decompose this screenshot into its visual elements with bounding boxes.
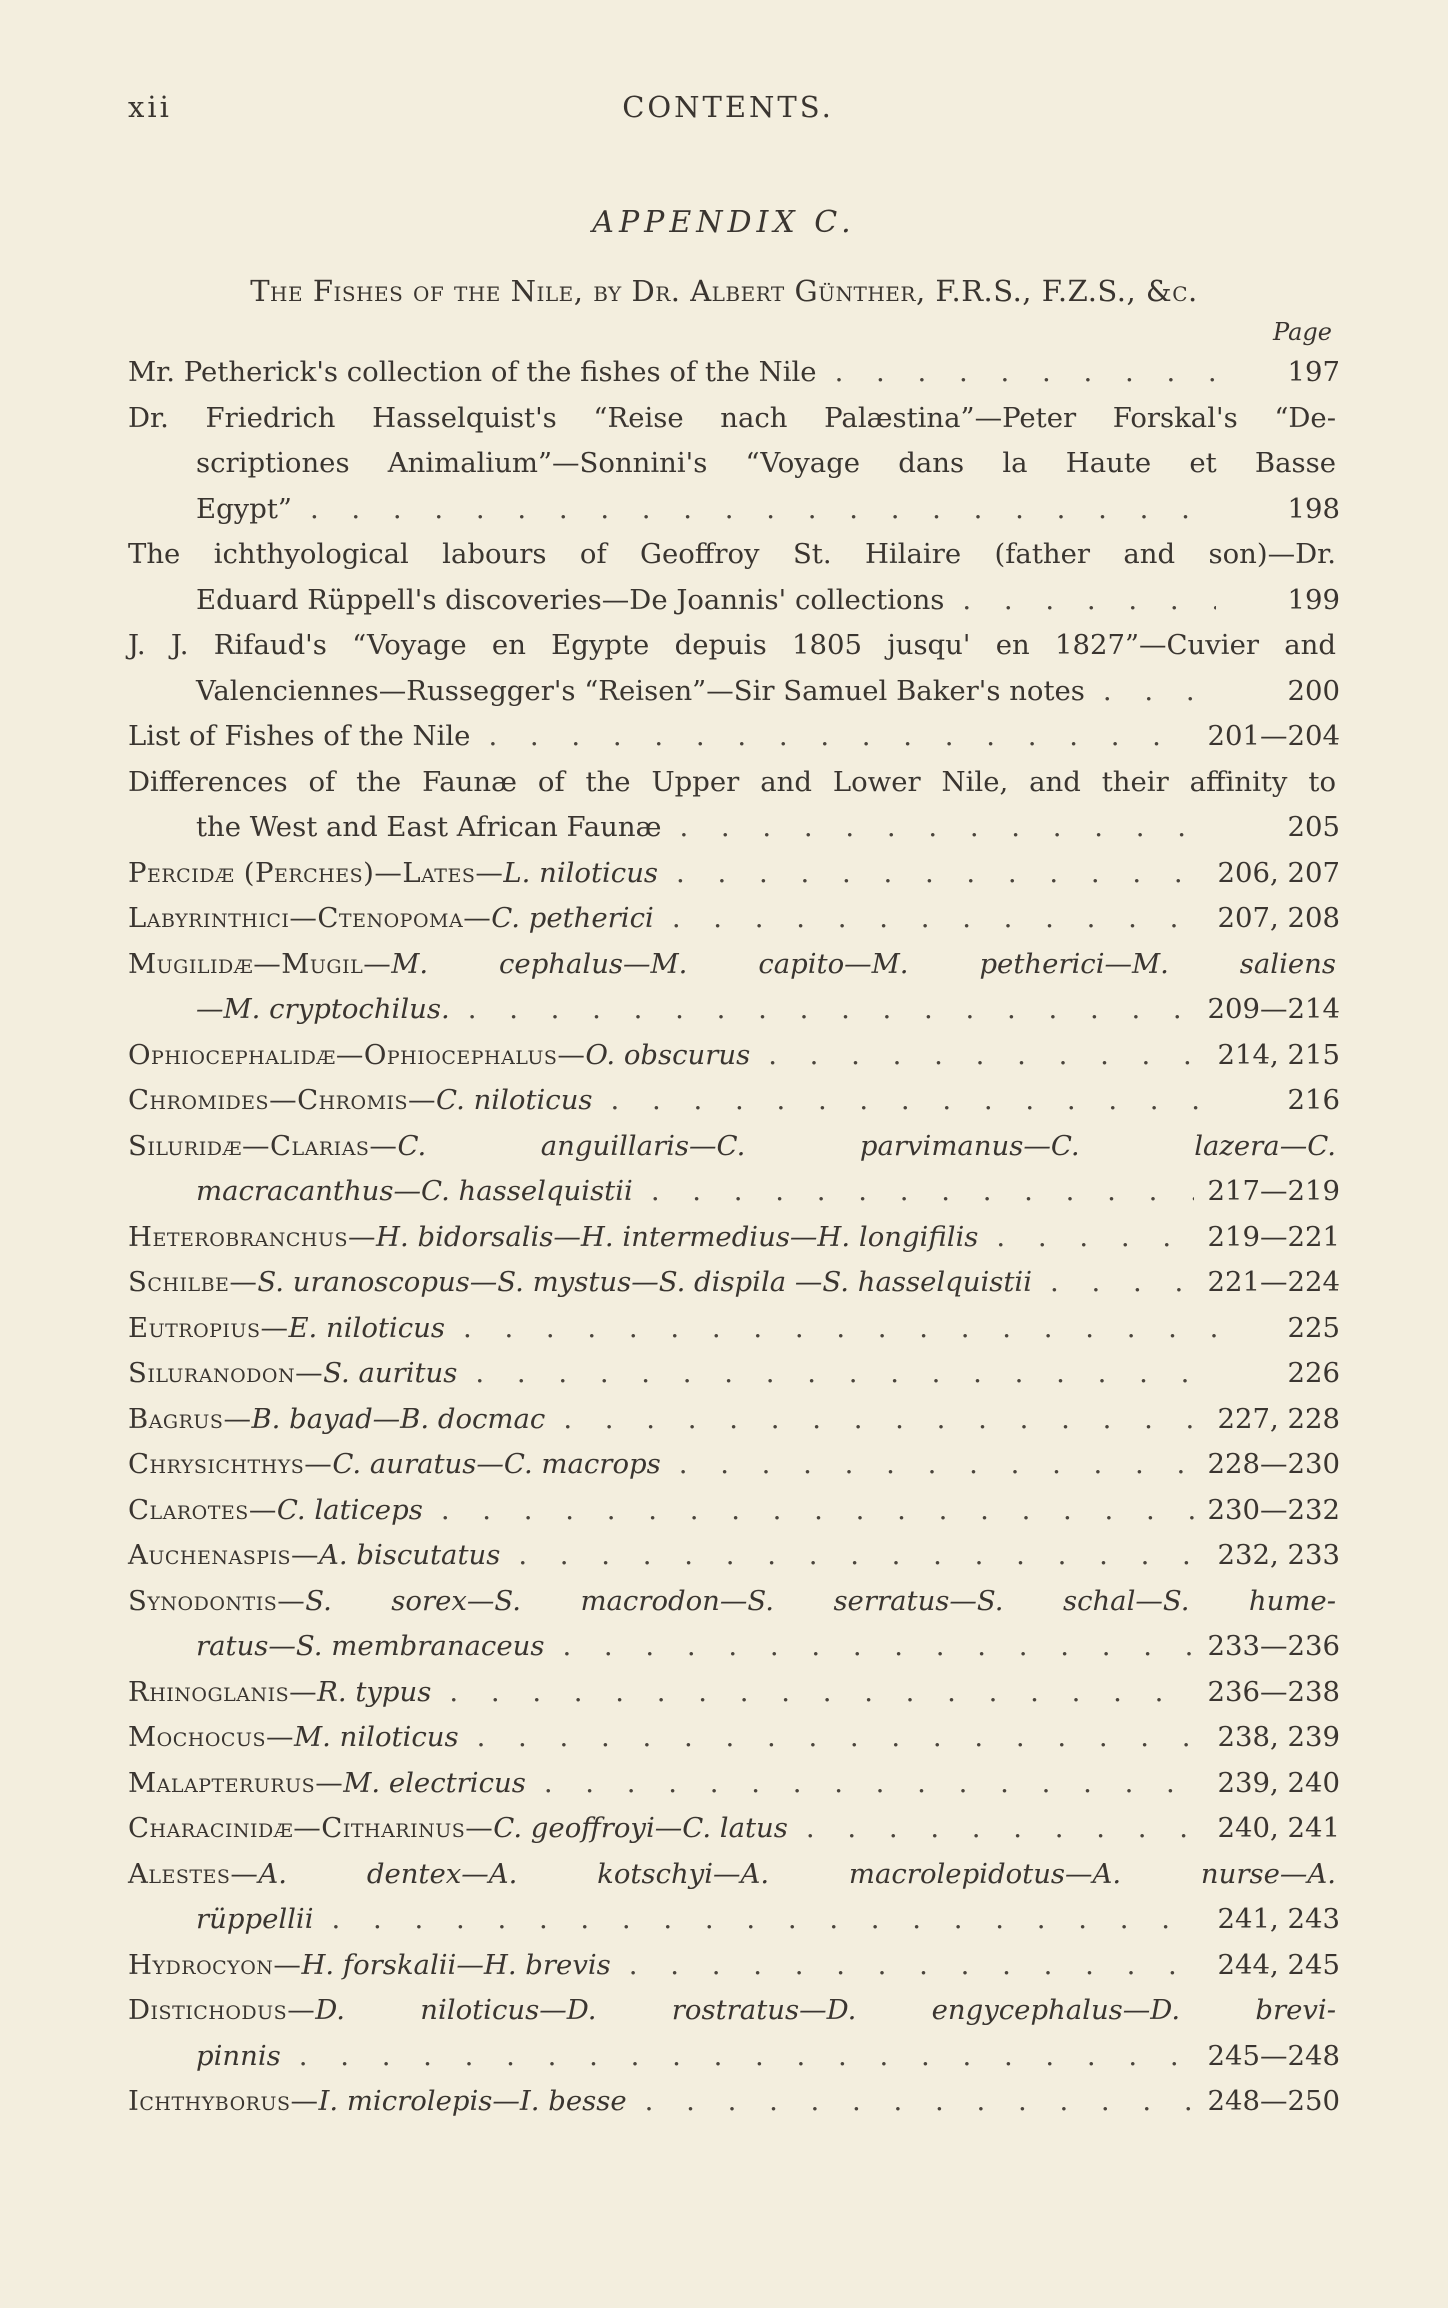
toc-entry — [128, 1988, 1340, 2079]
dot-leader — [645, 2079, 1194, 2125]
species-name: ratus—S. membranaceus — [196, 1630, 545, 1662]
entry-title: Dr. Friedrich Hasselquist's “Reise nach Palæstina”—Peter Forskal's “De- — [128, 401, 1336, 434]
species-name: I. microlepis—I. besse — [318, 2085, 627, 2117]
entry-text — [196, 1897, 314, 1943]
page-reference: 226 — [1287, 1357, 1340, 1389]
toc-entry-line — [128, 1033, 1340, 1079]
toc-entry-line — [128, 350, 1340, 396]
entry-text — [128, 1442, 661, 1488]
toc-entry-line — [128, 1806, 1340, 1852]
genus-name: Heterobranchus— — [128, 1220, 377, 1253]
toc-entry — [128, 1351, 1340, 1397]
page-reference: 233—236 — [1207, 1630, 1340, 1662]
entry-text — [128, 851, 658, 897]
toc-entry-line — [128, 1533, 1340, 1579]
dot-leader — [1103, 669, 1216, 715]
entry-title: Egypt” — [196, 492, 292, 525]
page-reference: 236—238 — [1207, 1675, 1340, 1708]
page-reference: 221—224 — [1207, 1266, 1340, 1298]
appendix-title: APPENDIX C. — [592, 205, 856, 240]
species-name: —M. cryptochilus. — [196, 993, 450, 1025]
dot-leader — [962, 578, 1216, 624]
page-reference: 197 — [1287, 356, 1340, 388]
entry-text — [128, 1078, 593, 1124]
dot-leader — [651, 1169, 1194, 1215]
species-name: M. cephalus—M. capito—M. petherici—M. saliens — [391, 947, 1336, 980]
entry-title: List of Fishes of the Nile — [128, 720, 471, 752]
page-reference: 207, 208 — [1217, 902, 1340, 934]
page-reference: 232, 233 — [1217, 1539, 1340, 1571]
entry-text — [128, 1715, 459, 1761]
toc-entry — [128, 1397, 1340, 1443]
toc-entry — [128, 1715, 1340, 1761]
dot-leader — [449, 1670, 1193, 1716]
subtitle-text: The Fishes of the Nile, by Dr. Albert Günther, F.R.S., F.Z.S., &c. — [250, 274, 1198, 308]
page-reference: 205 — [1287, 811, 1340, 843]
dot-leader — [1050, 1260, 1194, 1306]
genus-name: Hydrocyon— — [128, 1948, 302, 1981]
table-of-contents — [128, 350, 1340, 2125]
species-name: E. niloticus — [288, 1311, 445, 1344]
entry-text — [128, 350, 817, 396]
toc-entry-line — [128, 805, 1340, 851]
toc-entry — [128, 1078, 1340, 1124]
toc-entry — [128, 1806, 1340, 1852]
genus-name: Synodontis— — [128, 1584, 306, 1617]
toc-entry-line — [128, 1715, 1340, 1761]
entry-text — [196, 805, 661, 851]
species-name: rüppellii — [196, 1903, 314, 1935]
genus-name: Siluridæ—Clarias— — [128, 1129, 398, 1162]
page-reference: 241, 243 — [1217, 1903, 1340, 1935]
toc-entry-line — [128, 1852, 1340, 1898]
toc-entry — [128, 1442, 1340, 1488]
genus-name: Distichodus— — [128, 1994, 316, 2026]
species-name: R. typus — [317, 1675, 432, 1708]
toc-entry-line — [128, 851, 1340, 897]
genus-name: Characinidæ—Citharinus— — [128, 1812, 494, 1844]
entry-text — [128, 1306, 445, 1352]
species-name: M. niloticus — [294, 1721, 459, 1753]
genus-name: Siluranodon— — [128, 1357, 324, 1389]
genus-name: Ichthyborus— — [128, 2085, 319, 2117]
toc-entry-line — [128, 1124, 1340, 1170]
page-reference: 198 — [1287, 492, 1340, 525]
dot-leader — [679, 1442, 1194, 1488]
species-name: S. auritus — [323, 1357, 458, 1389]
toc-entry-line — [128, 942, 1340, 988]
entry-text — [128, 766, 1336, 798]
toc-entry-line — [128, 1306, 1340, 1352]
toc-entry-line — [128, 1988, 1340, 2034]
entry-title: J. J. Rifaud's “Voyage en Egypte depuis 1805 jusqu' en 1827”—Cuvier and — [128, 629, 1336, 661]
toc-entry — [128, 1670, 1340, 1716]
page-reference: 227, 228 — [1217, 1402, 1340, 1435]
page-reference: 216 — [1287, 1084, 1340, 1116]
genus-name: Ophiocephalidæ—Ophiocephalus— — [128, 1038, 586, 1071]
toc-entry-line — [128, 1397, 1340, 1443]
toc-entry-line — [128, 1943, 1340, 1989]
toc-entry-line — [128, 1761, 1340, 1807]
page-number: xii — [128, 90, 172, 124]
dot-leader — [996, 1215, 1193, 1261]
toc-entry — [128, 1761, 1340, 1807]
entry-title: Differences of the Faunæ of the Upper and Lower Nile, and their affinity to — [128, 765, 1336, 798]
toc-entry — [128, 1306, 1340, 1352]
species-name: pinnis — [196, 2039, 281, 2072]
genus-name: Schilbe— — [128, 1266, 258, 1298]
dot-leader — [468, 987, 1194, 1033]
species-name: D. niloticus—D. rostratus—D. engycephalus—D. brevi- — [315, 1994, 1336, 2026]
dot-leader — [806, 1806, 1204, 1852]
species-name: S. uranoscopus—S. mystus—S. dispila —S. hasselquistii — [257, 1266, 1032, 1298]
entry-title: Valenciennes—Russegger's “Reisen”—Sir Samuel Baker's notes — [196, 674, 1085, 707]
dot-leader — [518, 1533, 1203, 1579]
entry-title: the West and East African Faunæ — [196, 811, 662, 843]
page-reference: 238, 239 — [1217, 1721, 1340, 1753]
genus-name: Labyrinthici—Ctenopoma— — [128, 902, 492, 934]
entry-text — [128, 1761, 526, 1807]
species-name: C. laticeps — [276, 1493, 423, 1526]
toc-entry-line — [128, 1670, 1340, 1716]
toc-entry-line — [128, 1260, 1340, 1306]
toc-entry — [128, 1943, 1340, 1989]
species-name: H. bidorsalis—H. intermedius—H. longifilis — [376, 1220, 979, 1253]
dot-leader — [672, 896, 1204, 942]
page-reference: 201—204 — [1207, 720, 1340, 752]
page-reference: 240, 241 — [1217, 1812, 1340, 1844]
toc-entry-line — [128, 578, 1340, 624]
entry-text — [196, 1169, 633, 1215]
dot-leader — [299, 2034, 1194, 2080]
entry-text — [128, 1943, 611, 1989]
dot-leader — [768, 1033, 1203, 1079]
page-reference: 244, 245 — [1217, 1948, 1340, 1981]
dot-leader — [310, 487, 1216, 533]
toc-entry — [128, 1533, 1340, 1579]
genus-name: Clarotes— — [128, 1493, 277, 1526]
genus-name: Mochocus— — [128, 1721, 294, 1753]
dot-leader — [629, 1943, 1204, 1989]
toc-entry-line — [128, 760, 1340, 806]
entry-text — [128, 1533, 500, 1579]
entry-text — [196, 447, 1336, 479]
toc-entry-line — [128, 669, 1340, 715]
running-header — [128, 80, 1328, 130]
species-name: C. anguillaris—C. parvimanus—C. lazera—C. — [397, 1129, 1336, 1162]
dot-leader — [563, 1397, 1203, 1443]
page-reference: 228—230 — [1207, 1448, 1340, 1480]
genus-name: Bagrus— — [128, 1402, 252, 1435]
entry-text — [196, 669, 1085, 715]
dot-leader — [475, 1351, 1216, 1397]
dot-leader — [611, 1078, 1216, 1124]
species-name: H. forskalii—H. brevis — [301, 1948, 611, 1981]
species-name: M. electricus — [343, 1766, 526, 1799]
toc-entry — [128, 623, 1340, 714]
dot-leader — [463, 1306, 1216, 1352]
species-name: L. niloticus — [503, 856, 659, 889]
genus-name: Eutropius— — [128, 1311, 289, 1344]
genus-name: Chrysichthys— — [128, 1448, 333, 1480]
species-name: S. sorex—S. macrodon—S. serratus—S. schal—S. hume- — [305, 1584, 1336, 1617]
toc-entry — [128, 1852, 1340, 1943]
toc-entry — [128, 760, 1340, 851]
entry-title: Mr. Petherick's collection of the fishes of the Nile — [128, 356, 817, 388]
toc-entry — [128, 851, 1340, 897]
entry-text — [196, 578, 944, 624]
genus-name: Rhinoglanis— — [128, 1675, 318, 1708]
entry-text — [196, 1624, 544, 1670]
page-reference: 239, 240 — [1217, 1766, 1340, 1799]
dot-leader — [835, 350, 1216, 396]
toc-entry-line — [128, 532, 1340, 578]
dot-leader — [562, 1624, 1193, 1670]
page-reference: 206, 207 — [1217, 856, 1340, 889]
species-name: B. bayad—B. docmac — [251, 1402, 546, 1435]
toc-entry-line — [128, 1897, 1340, 1943]
toc-entry-line — [128, 487, 1340, 533]
genus-name: Alestes— — [128, 1857, 259, 1890]
entry-text — [128, 1397, 545, 1443]
toc-entry — [128, 532, 1340, 623]
toc-entry — [128, 350, 1340, 396]
toc-entry — [128, 714, 1340, 760]
species-name: C. niloticus — [436, 1084, 593, 1116]
genus-name: Percidæ (Perches)—Lates— — [128, 856, 504, 889]
dot-leader — [477, 1715, 1204, 1761]
entry-title: The ichthyological labours of Geoffroy St. Hilaire (father and son)—Dr. — [128, 538, 1336, 570]
toc-entry — [128, 896, 1340, 942]
page-reference: 217—219 — [1207, 1175, 1340, 1207]
toc-entry — [128, 1579, 1340, 1670]
toc-entry-line — [128, 714, 1340, 760]
entry-text — [128, 629, 1336, 661]
toc-entry-line — [128, 623, 1340, 669]
toc-entry — [128, 1033, 1340, 1079]
dot-leader — [544, 1761, 1204, 1807]
entry-title: scriptiones Animalium”—Sonnini's “Voyage dans la Haute et Basse — [196, 447, 1336, 479]
page-reference: 245—248 — [1207, 2039, 1340, 2072]
toc-entry-line — [128, 1351, 1340, 1397]
page-reference: 209—214 — [1207, 993, 1340, 1025]
species-name: C. petherici — [491, 902, 654, 934]
entry-text — [128, 1215, 978, 1261]
toc-entry-line — [128, 1579, 1340, 1625]
toc-entry-line — [128, 1442, 1340, 1488]
entry-text — [128, 1585, 1336, 1617]
page-reference: 200 — [1287, 674, 1340, 707]
toc-entry-line — [128, 1624, 1340, 1670]
dot-leader — [441, 1488, 1194, 1534]
toc-entry-line — [128, 987, 1340, 1033]
genus-name: Auchenaspis— — [128, 1539, 320, 1571]
toc-entry — [128, 2079, 1340, 2125]
entry-text — [196, 987, 450, 1033]
toc-entry — [128, 396, 1340, 533]
entry-text — [128, 1351, 457, 1397]
entry-text — [128, 1670, 431, 1716]
toc-entry-line — [128, 2034, 1340, 2080]
entry-text — [128, 2079, 627, 2125]
section-subtitle — [0, 274, 1448, 308]
entry-text — [128, 1994, 1336, 2026]
toc-entry-line — [128, 1169, 1340, 1215]
toc-entry-line — [128, 1215, 1340, 1261]
toc-entry-line — [128, 896, 1340, 942]
running-title: CONTENTS. — [622, 90, 834, 124]
entry-text — [128, 1130, 1336, 1162]
entry-text — [128, 1260, 1032, 1306]
toc-entry-line — [128, 1488, 1340, 1534]
entry-text — [128, 1033, 750, 1079]
page-column-label: Page — [1273, 318, 1332, 346]
species-name: C. auratus—C. macrops — [332, 1448, 661, 1480]
page-reference: 214, 215 — [1217, 1038, 1340, 1071]
toc-entry — [128, 1124, 1340, 1215]
dot-leader — [488, 714, 1193, 760]
entry-text — [128, 1858, 1336, 1890]
page-reference: 230—232 — [1207, 1493, 1340, 1526]
toc-entry-line — [128, 441, 1340, 487]
entry-text — [128, 1488, 423, 1534]
entry-text — [128, 1806, 788, 1852]
entry-text — [128, 948, 1336, 980]
toc-entry — [128, 942, 1340, 1033]
species-name: O. obscurus — [585, 1038, 751, 1071]
genus-name: Malapterurus— — [128, 1766, 344, 1799]
dot-leader — [332, 1897, 1204, 1943]
species-name: C. geoffroyi—C. latus — [493, 1812, 788, 1844]
toc-entry-line — [128, 396, 1340, 442]
entry-text — [128, 538, 1336, 570]
toc-entry — [128, 1215, 1340, 1261]
dot-leader — [679, 805, 1216, 851]
page-reference: 199 — [1287, 583, 1340, 616]
species-name: A. biscutatus — [319, 1539, 501, 1571]
dot-leader — [676, 851, 1203, 897]
genus-name: Mugilidæ—Mugil— — [128, 947, 392, 980]
entry-text — [128, 402, 1336, 434]
entry-title: Eduard Rüppell's discoveries—De Joannis' collections — [196, 583, 945, 616]
page-reference: 225 — [1287, 1311, 1340, 1344]
entry-text — [128, 714, 470, 760]
toc-entry-line — [128, 1078, 1340, 1124]
entry-text — [128, 896, 654, 942]
toc-entry — [128, 1488, 1340, 1534]
genus-name: Chromides—Chromis— — [128, 1084, 437, 1116]
page-reference: 219—221 — [1207, 1220, 1340, 1253]
entry-text — [196, 487, 292, 533]
entry-text — [196, 2034, 281, 2080]
toc-entry — [128, 1260, 1340, 1306]
page-reference: 248—250 — [1207, 2085, 1340, 2117]
species-name: macracanthus—C. hasselquistii — [196, 1175, 633, 1207]
toc-entry-line — [128, 2079, 1340, 2125]
species-name: A. dentex—A. kotschyi—A. macrolepidotus—A. nurse—A. — [258, 1857, 1336, 1890]
